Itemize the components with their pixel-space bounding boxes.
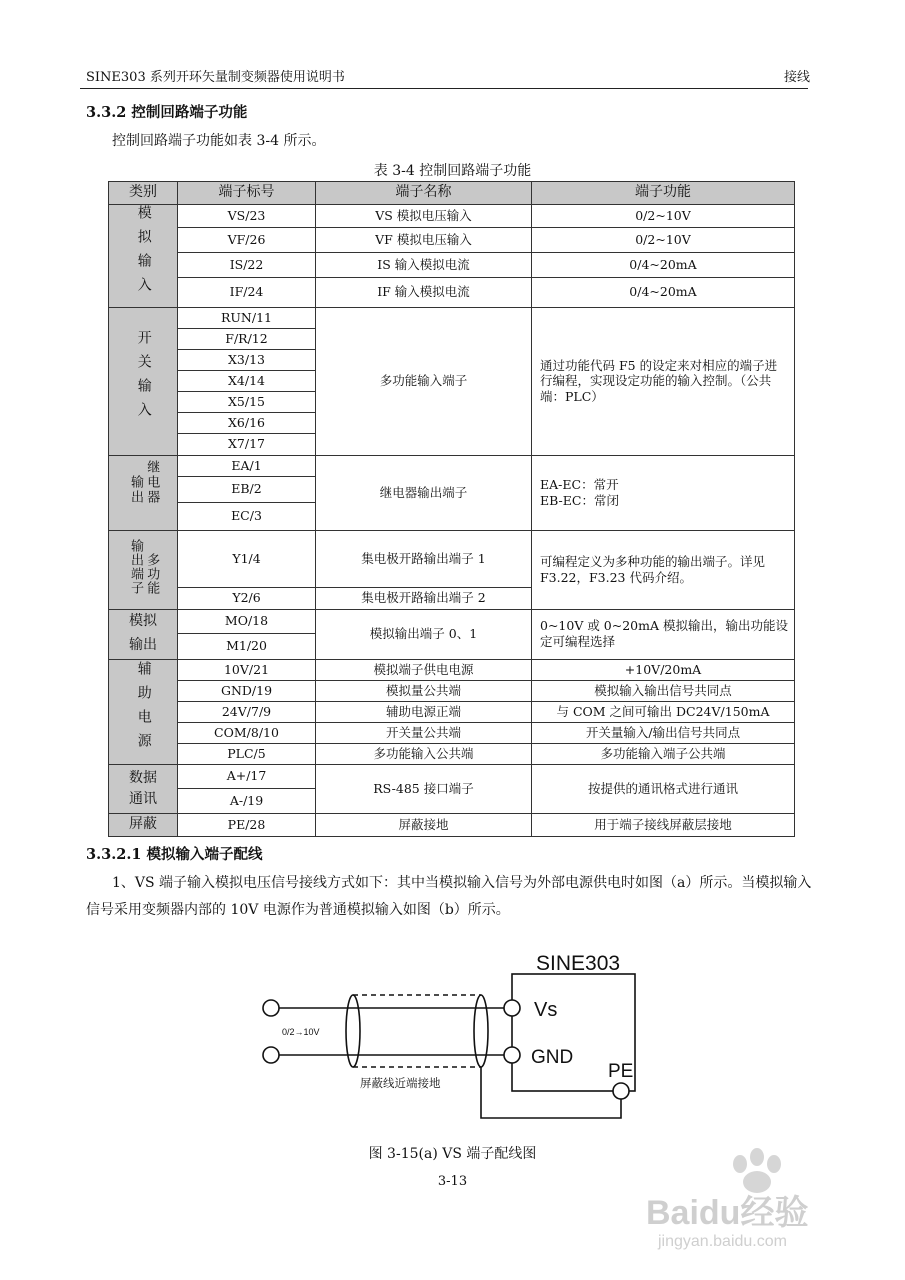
table-row <box>109 722 795 743</box>
terminal-id: M1/20 <box>178 633 316 659</box>
table-row <box>109 252 795 277</box>
pe-terminal-circle <box>613 1083 629 1099</box>
document-header-chapter: 接线 <box>783 70 810 85</box>
device-label: SINE303 <box>536 952 621 975</box>
table-row <box>109 764 795 788</box>
table-row <box>109 205 795 228</box>
vs-label: Vs <box>534 999 558 1021</box>
table-caption: 表 3-4 控制回路端子功能 <box>373 163 532 179</box>
terminal-id: 24V/7/9 <box>178 701 316 722</box>
vs-terminal-circle <box>504 1000 520 1016</box>
terminal-name: IS 输入模拟电流 <box>316 252 532 277</box>
category-cell: 数据 通讯 <box>109 764 178 813</box>
watermark-url: jingyan.baidu.com <box>658 1233 787 1250</box>
terminal-name: 继电器输出端子 <box>316 455 532 530</box>
terminal-name: IF 输入模拟电流 <box>316 278 532 307</box>
terminal-id: VF/26 <box>178 227 316 252</box>
terminal-name: 模拟输出端子 0、1 <box>316 609 532 659</box>
figure-caption: 图 3-15(a) VS 端子配线图 <box>368 1146 537 1162</box>
gnd-label: GND <box>531 1047 574 1068</box>
terminal-function: 按提供的通讯格式进行通讯 <box>532 764 795 813</box>
table-row <box>109 278 795 307</box>
terminal-function: 0/4~20mA <box>532 278 795 307</box>
relay-func-line: EA-EC：常开 <box>540 476 619 492</box>
column-header: 端子功能 <box>532 182 795 205</box>
terminal-function-table <box>108 181 795 837</box>
terminal-function: 与 COM 之间可输出 DC24V/150mA <box>532 701 795 722</box>
category-cell: 输出继电器 <box>109 455 178 530</box>
document-header-title: SINE303 系列开环矢量制变频器使用说明书 <box>86 70 345 85</box>
baidu-watermark <box>640 1142 870 1252</box>
subsection-title: 3.3.2.1 模拟输入端子配线 <box>86 846 263 863</box>
input-terminal-circle <box>263 1047 279 1063</box>
terminal-name: RS-485 接口端子 <box>316 764 532 813</box>
terminal-id: EB/2 <box>178 476 316 502</box>
signal-label: 0/2→10V <box>282 1027 320 1037</box>
terminal-id: Y2/6 <box>178 587 316 609</box>
terminal-id: A+/17 <box>178 764 316 788</box>
table-row <box>109 455 795 476</box>
terminal-name: 多功能输入端子 <box>316 307 532 455</box>
category-cell: 模拟输入 <box>109 205 178 308</box>
table-row <box>109 307 795 328</box>
table-row <box>109 680 795 701</box>
terminal-function: +10V/20mA <box>532 659 795 680</box>
table-row <box>109 743 795 764</box>
terminal-id: RUN/11 <box>178 307 316 328</box>
terminal-function: 可编程定义为多种功能的输出端子。详见 F3.22，F3.23 代码介绍。 <box>532 530 795 609</box>
page-number: 3-13 <box>437 1174 468 1189</box>
terminal-name: VF 模拟电压输入 <box>316 227 532 252</box>
pe-label: PE <box>608 1061 634 1082</box>
shield-note: 屏蔽线近端接地 <box>360 1076 441 1090</box>
terminal-id: EA/1 <box>178 455 316 476</box>
header-divider <box>80 88 808 89</box>
column-header: 端子标号 <box>178 182 316 205</box>
terminal-function: 用于端子接线屏蔽层接地 <box>532 813 795 836</box>
input-terminal-circle <box>263 1000 279 1016</box>
shield-ellipse-left <box>346 995 360 1067</box>
terminal-id: IF/24 <box>178 278 316 307</box>
section-intro: 控制回路端子功能如表 3-4 所示。 <box>112 133 326 149</box>
terminal-id: X5/15 <box>178 391 316 412</box>
terminal-function: 0/4~20mA <box>532 252 795 277</box>
relay-func-line: EB-EC：常闭 <box>540 492 619 508</box>
shield-ellipse-right <box>474 995 488 1067</box>
terminal-id: EC/3 <box>178 502 316 530</box>
paw-icon <box>733 1155 747 1173</box>
column-header: 端子名称 <box>316 182 532 205</box>
terminal-id: F/R/12 <box>178 328 316 349</box>
terminal-id: IS/22 <box>178 252 316 277</box>
table-row <box>109 227 795 252</box>
terminal-function <box>532 455 795 530</box>
category-cell: 输出端子多功能 <box>109 530 178 609</box>
category-cell: 开关输入 <box>109 307 178 455</box>
table-row <box>109 530 795 587</box>
terminal-function: 通过功能代码 F5 的设定来对相应的端子进行编程，实现设定功能的输入控制。（公共端：PLC） <box>532 307 795 455</box>
section-title: 3.3.2 控制回路端子功能 <box>86 104 248 121</box>
category-cell: 屏蔽 <box>109 813 178 836</box>
terminal-function: 0/2~10V <box>532 205 795 228</box>
terminal-name: VS 模拟电压输入 <box>316 205 532 228</box>
terminal-id: PLC/5 <box>178 743 316 764</box>
terminal-id: 10V/21 <box>178 659 316 680</box>
subsection-paragraph: 1、VS 端子输入模拟电压信号接线方式如下：其中当模拟输入信号为外部电源供电时如图（a）所示。当模拟输入信号采用变频器内部的 10V 电源作为普通模拟输入如图（b）所示。 <box>86 875 812 918</box>
terminal-id: X4/14 <box>178 370 316 391</box>
terminal-id: GND/19 <box>178 680 316 701</box>
terminal-name: 多功能输入公共端 <box>316 743 532 764</box>
terminal-function: 开关量输入/输出信号共同点 <box>532 722 795 743</box>
terminal-function: 多功能输入端子公共端 <box>532 743 795 764</box>
table-row <box>109 813 795 836</box>
table-row <box>109 659 795 680</box>
terminal-id: MO/18 <box>178 609 316 633</box>
terminal-name: 集电极开路输出端子 1 <box>316 530 532 587</box>
terminal-name: 辅助电源正端 <box>316 701 532 722</box>
table-header-row <box>109 182 795 205</box>
column-header: 类别 <box>109 182 178 205</box>
terminal-id: A-/19 <box>178 788 316 813</box>
table-row <box>109 701 795 722</box>
terminal-function: 模拟输入输出信号共同点 <box>532 680 795 701</box>
terminal-id: PE/28 <box>178 813 316 836</box>
wiring-diagram <box>240 948 660 1133</box>
terminal-function: 0~10V 或 0~20mA 模拟输出，输出功能设定可编程选择 <box>532 609 795 659</box>
terminal-id: X7/17 <box>178 433 316 455</box>
gnd-terminal-circle <box>504 1047 520 1063</box>
terminal-id: VS/23 <box>178 205 316 228</box>
terminal-name: 模拟端子供电电源 <box>316 659 532 680</box>
terminal-id: Y1/4 <box>178 530 316 587</box>
table-row <box>109 609 795 633</box>
category-cell: 辅助电源 <box>109 659 178 764</box>
watermark-brand: Baidu经验 <box>646 1194 809 1232</box>
terminal-name: 模拟量公共端 <box>316 680 532 701</box>
terminal-id: COM/8/10 <box>178 722 316 743</box>
terminal-name: 集电极开路输出端子 2 <box>316 587 532 609</box>
terminal-function: 0/2~10V <box>532 227 795 252</box>
terminal-name: 屏蔽接地 <box>316 813 532 836</box>
terminal-name: 开关量公共端 <box>316 722 532 743</box>
terminal-id: X3/13 <box>178 349 316 370</box>
terminal-id: X6/16 <box>178 412 316 433</box>
category-cell: 模拟输出 <box>109 609 178 659</box>
